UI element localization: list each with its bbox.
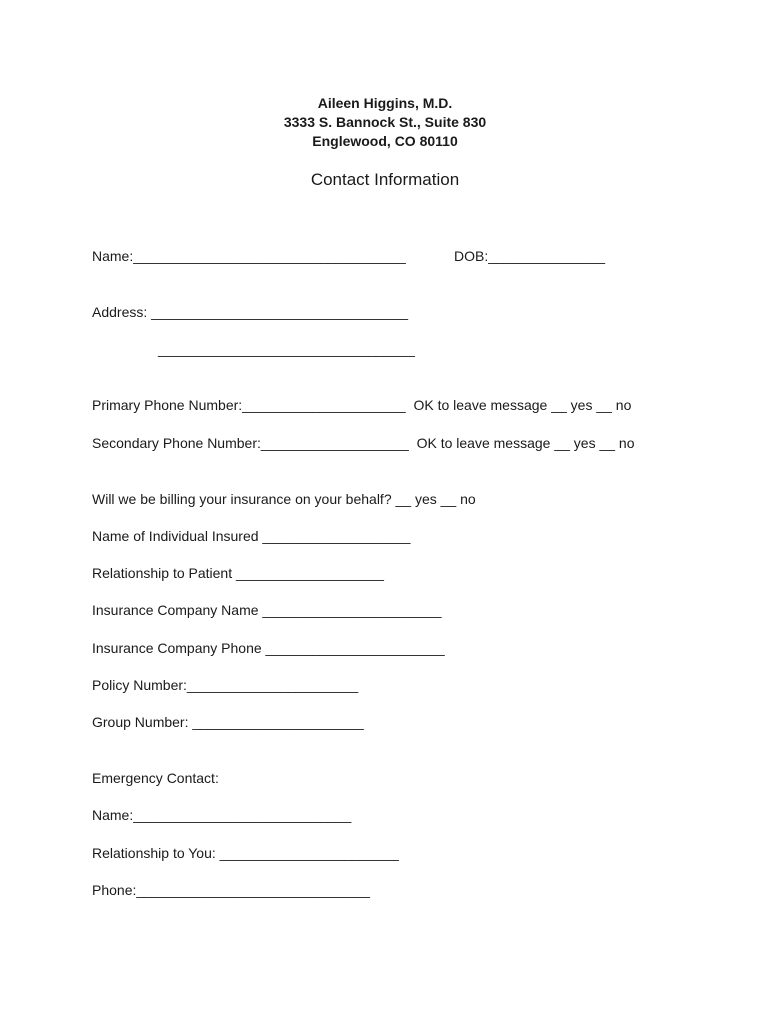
primary-phone-field[interactable]: Primary Phone Number:_____________________ OK to leave message __ yes __ no [92, 397, 632, 413]
practice-name: Aileen Higgins, M.D. [317, 95, 453, 111]
practice-address-line2: Englewood, CO 80110 [312, 133, 458, 149]
emergency-phone-field[interactable]: Phone:______________________________ [92, 882, 370, 898]
address-field[interactable]: Address: _________________________________ [92, 304, 409, 320]
policy-number-field[interactable]: Policy Number:______________________ [92, 677, 359, 693]
address-line2-field[interactable]: _________________________________ [158, 341, 415, 357]
form-title: Contact Information [310, 170, 460, 189]
individual-insured-field[interactable]: Name of Individual Insured ___________________ [92, 528, 411, 544]
name-field[interactable]: Name:___________________________________ [92, 248, 406, 264]
relationship-to-patient-field[interactable]: Relationship to Patient ___________________ [92, 565, 384, 581]
emergency-name-field[interactable]: Name:____________________________ [92, 807, 352, 823]
practice-header [0, 94, 770, 151]
relationship-to-you-field[interactable]: Relationship to You: _______________________ [92, 845, 399, 861]
practice-address-line1: 3333 S. Bannock St., Suite 830 [283, 114, 487, 130]
group-number-field[interactable]: Group Number: ______________________ [92, 714, 364, 730]
insurance-company-name-field[interactable]: Insurance Company Name _______________________ [92, 602, 442, 618]
dob-field[interactable]: DOB:_______________ [454, 248, 606, 264]
emergency-contact-heading: Emergency Contact: [92, 770, 219, 786]
insurance-company-phone-field[interactable]: Insurance Company Phone _______________________ [92, 640, 445, 656]
secondary-phone-field[interactable]: Secondary Phone Number:___________________ OK to leave message __ yes __ no [92, 435, 635, 451]
billing-question[interactable]: Will we be billing your insurance on your behalf? __ yes __ no [92, 491, 476, 507]
